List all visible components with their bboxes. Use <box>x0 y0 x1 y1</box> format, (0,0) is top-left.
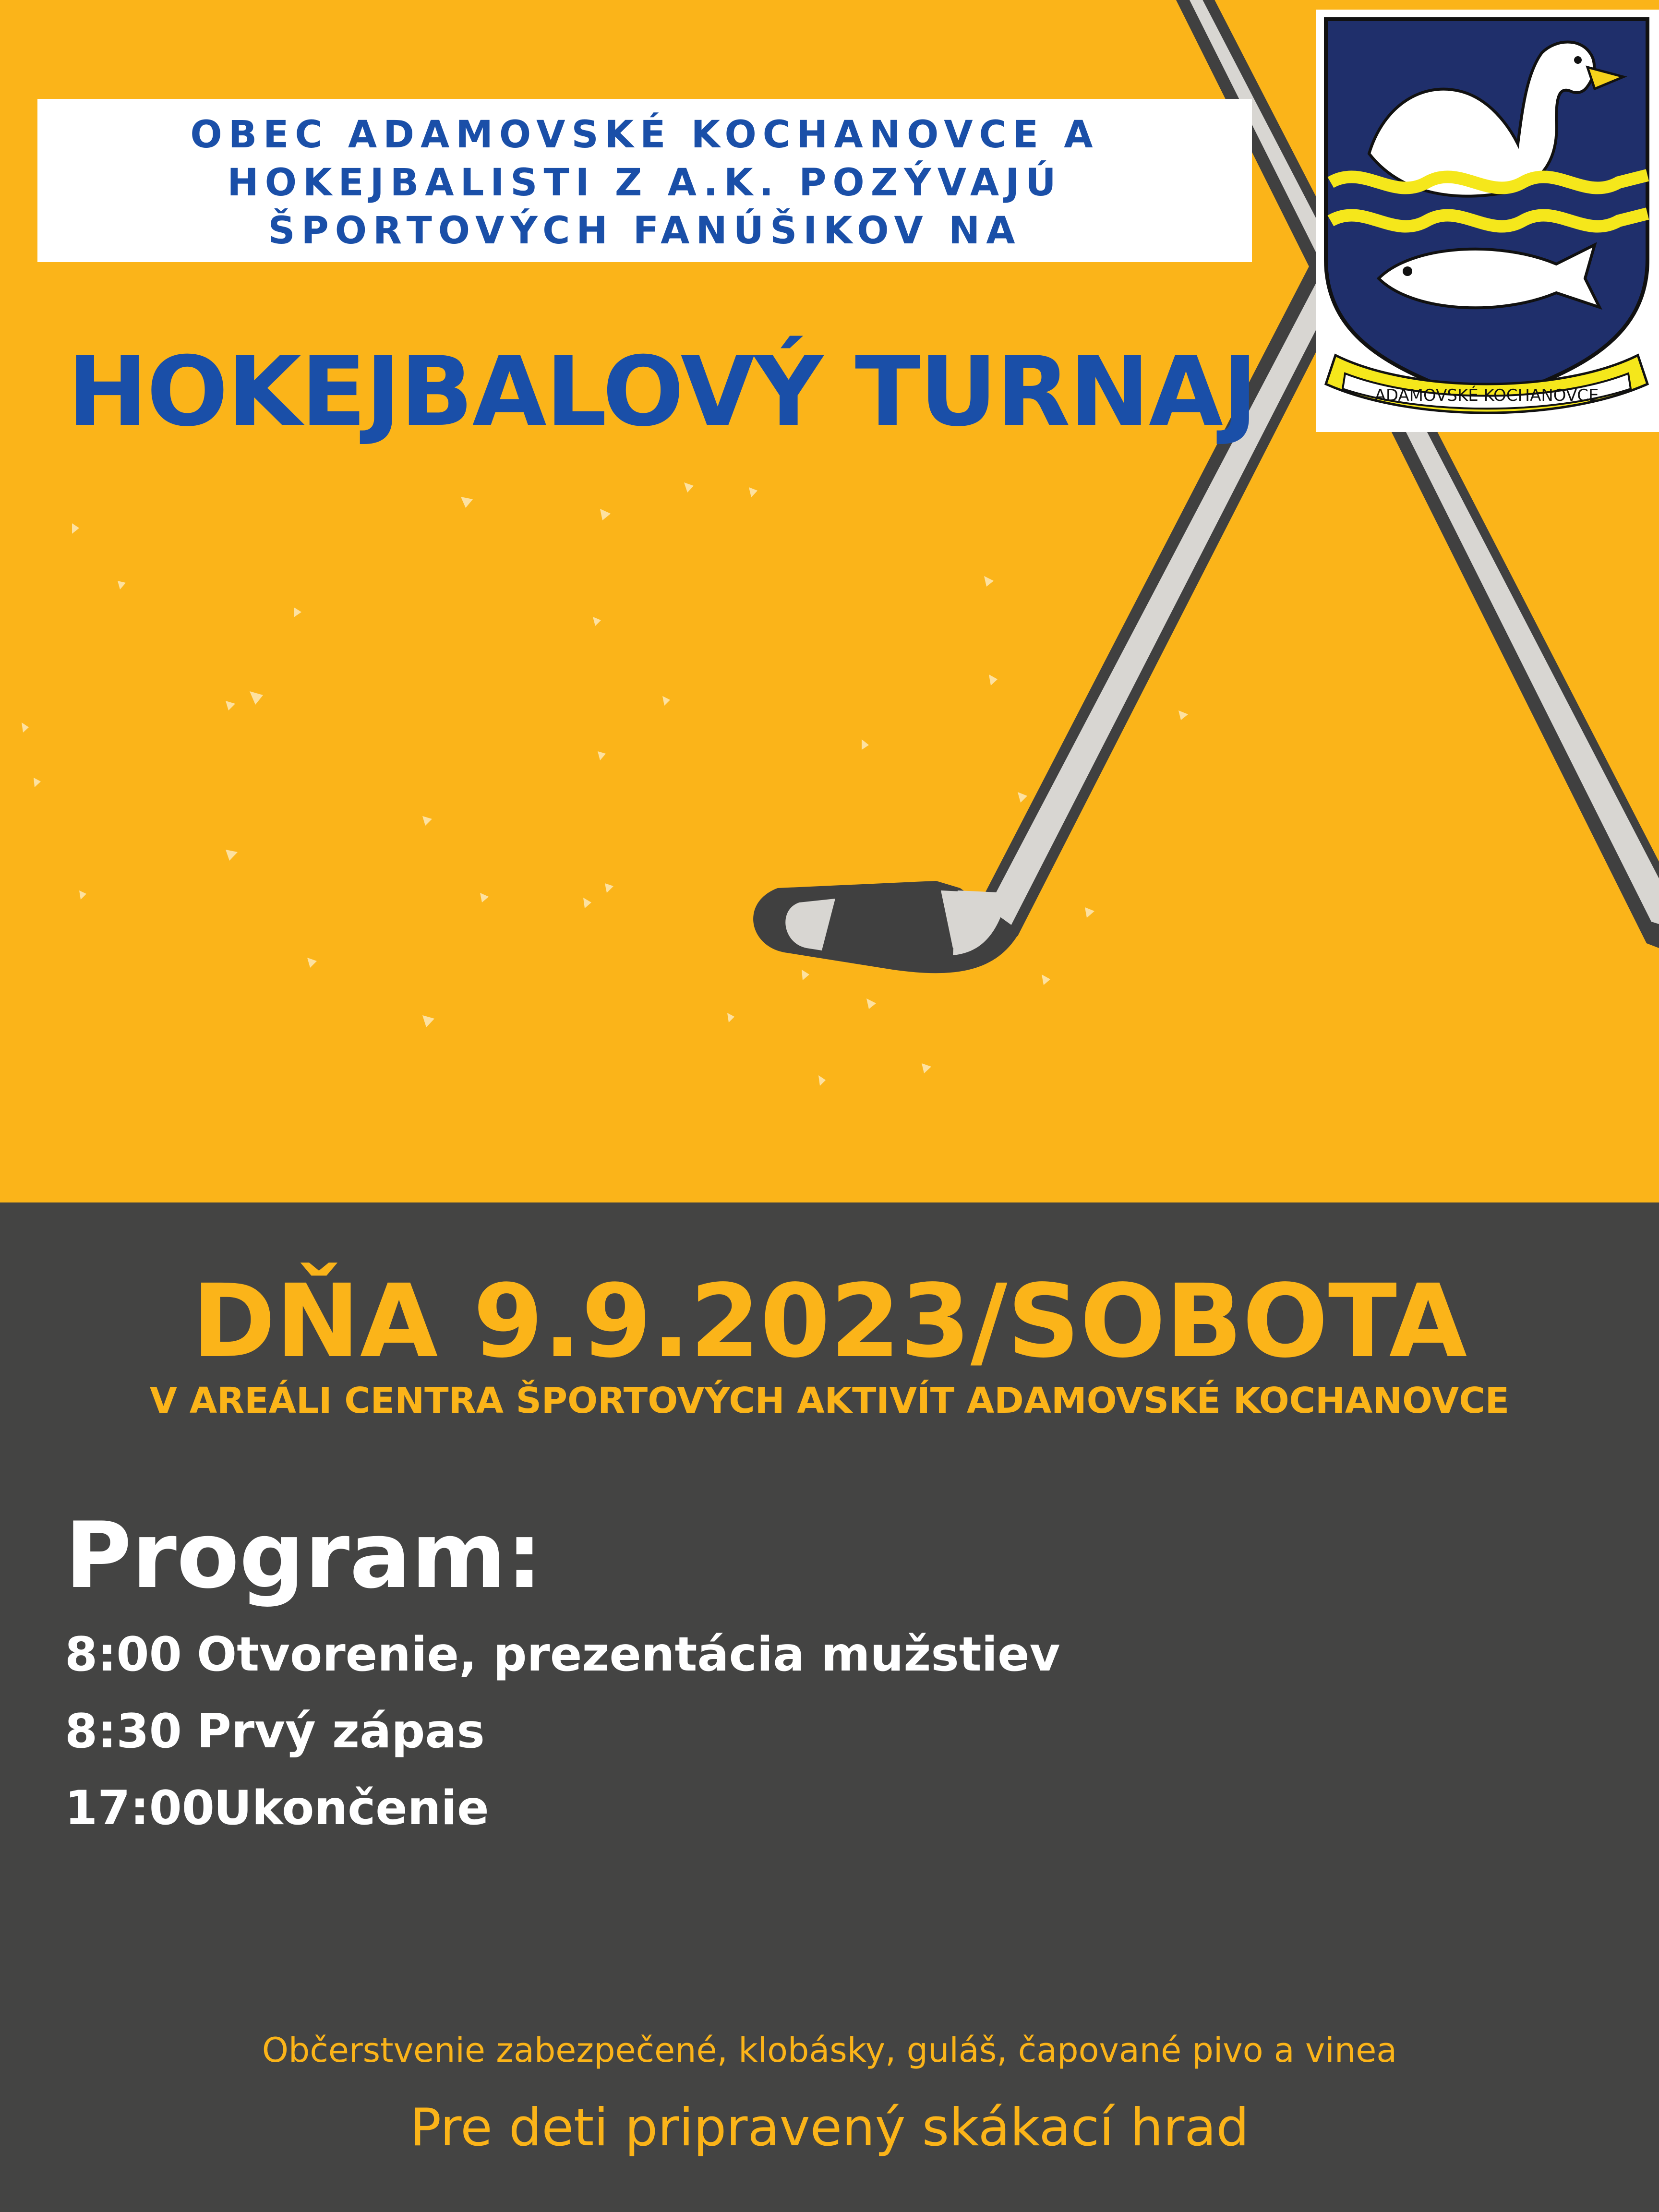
invitation-box <box>37 99 1252 262</box>
event-date: DŇA 9.9.2023/SOBOTA <box>192 1262 1467 1380</box>
invitation-line-2: HOKEJBALISTI Z A.K. POZÝVAJÚ <box>227 161 1062 204</box>
schedule-item <box>65 1704 485 1759</box>
invitation-line-1: OBEC ADAMOVSKÉ KOCHANOVCE A <box>190 113 1099 156</box>
municipality-logo <box>1316 10 1659 432</box>
tournament-title: HOKEJBALOVÝ TURNAJ <box>67 336 1257 448</box>
event-venue: V AREÁLI CENTRA ŠPORTOVÝCH AKTIVÍT ADAMOVSKÉ KOCHANOVCE <box>149 1380 1510 1421</box>
program-heading: Program: <box>65 1503 543 1609</box>
schedule-label: Ukončenie <box>214 1781 489 1836</box>
kids-note: Pre deti pripravený skákací hrad <box>409 2098 1250 2158</box>
refreshments-note: Občerstvenie zabezpečené, klobásky, guláš, čapované pivo a vinea <box>262 2031 1397 2070</box>
coat-of-arms-icon <box>1316 10 1659 432</box>
schedule-item <box>65 1781 489 1836</box>
schedule-label: Prvý zápas <box>197 1704 485 1759</box>
schedule-time: 8:00 <box>65 1627 182 1682</box>
schedule-label: Otvorenie, prezentácia mužstiev <box>197 1627 1060 1682</box>
logo-banner-text: ADAMOVSKÉ KOCHANOVCE <box>1374 386 1599 405</box>
schedule-time: 8:30 <box>65 1704 182 1759</box>
schedule-time: 17:00 <box>65 1781 215 1836</box>
schedule-item <box>65 1627 1060 1682</box>
invitation-line-3: ŠPORTOVÝCH FANÚŠIKOV NA <box>268 209 1022 252</box>
